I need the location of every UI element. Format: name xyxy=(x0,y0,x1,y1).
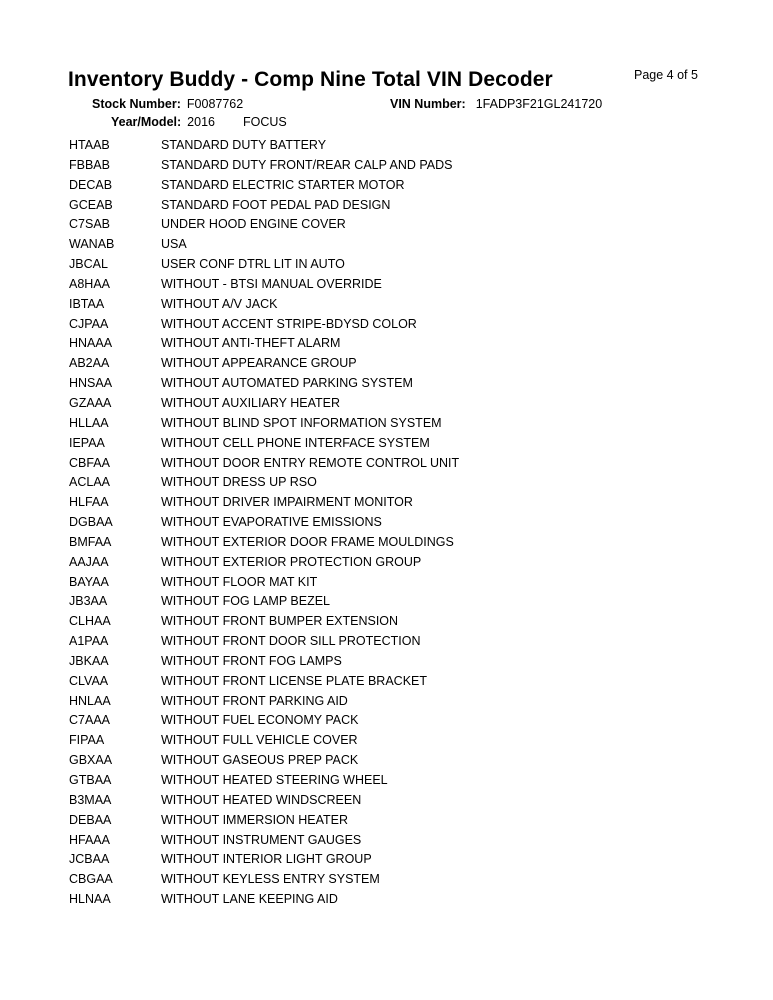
option-description: WITHOUT DOOR ENTRY REMOTE CONTROL UNIT xyxy=(161,455,460,470)
option-description: USA xyxy=(161,237,187,252)
option-code: HTAAB xyxy=(69,138,110,152)
option-code: HNAAA xyxy=(69,336,113,351)
option-code: CJPAA xyxy=(69,316,109,331)
option-description: WITHOUT GASEOUS PREP PACK xyxy=(161,753,359,768)
option-description: STANDARD ELECTRIC STARTER MOTOR xyxy=(161,177,405,192)
option-description: WITHOUT AUTOMATED PARKING SYSTEM xyxy=(161,376,413,391)
option-description: USER CONF DTRL LIT IN AUTO xyxy=(161,257,345,272)
option-code: HLNAA xyxy=(69,892,111,907)
option-description: WITHOUT CELL PHONE INTERFACE SYSTEM xyxy=(161,435,430,450)
option-description: UNDER HOOD ENGINE COVER xyxy=(161,217,346,232)
option-code: C7SAB xyxy=(69,217,110,232)
option-description: WITHOUT AUXILIARY HEATER xyxy=(161,395,340,410)
option-code: FBBAB xyxy=(69,157,110,172)
stock-number-value: F0087762 xyxy=(186,97,244,111)
option-code: HNSAA xyxy=(69,376,113,391)
option-code: JBKAA xyxy=(69,653,109,668)
option-description: WITHOUT - BTSI MANUAL OVERRIDE xyxy=(161,276,382,291)
option-code: CBGAA xyxy=(69,872,113,887)
option-description: STANDARD DUTY BATTERY xyxy=(161,138,327,152)
option-description: WITHOUT HEATED STEERING WHEEL xyxy=(161,773,388,787)
year-model-label: Year/Model: xyxy=(111,115,182,129)
stock-number xyxy=(92,97,243,111)
option-code: FIPAA xyxy=(69,733,105,748)
option-code: A8HAA xyxy=(69,276,110,291)
option-code: ACLAA xyxy=(69,475,110,490)
option-code: JCBAA xyxy=(69,852,110,867)
option-description: WITHOUT EXTERIOR PROTECTION GROUP xyxy=(161,554,422,569)
option-description: WITHOUT APPEARANCE GROUP xyxy=(161,356,357,371)
option-code: BMFAA xyxy=(69,534,112,549)
option-description: WITHOUT DRIVER IMPAIRMENT MONITOR xyxy=(161,495,413,510)
option-description: WITHOUT FRONT BUMPER EXTENSION xyxy=(161,614,399,629)
option-code: WANAB xyxy=(69,237,115,252)
option-code: DGBAA xyxy=(69,515,113,530)
option-code: GBXAA xyxy=(69,753,113,768)
vin-number-value: 1FADP3F21GL241720 xyxy=(475,97,603,111)
option-code: BAYAA xyxy=(69,574,109,589)
option-code: C7AAA xyxy=(69,713,110,728)
year-model xyxy=(111,115,287,129)
option-description: WITHOUT FRONT LICENSE PLATE BRACKET xyxy=(161,673,428,688)
option-description: WITHOUT IMMERSION HEATER xyxy=(161,812,349,827)
page-number: Page 4 of 5 xyxy=(634,68,698,82)
option-description: WITHOUT FOG LAMP BEZEL xyxy=(161,594,331,609)
option-code: GTBAA xyxy=(69,773,112,787)
option-description: WITHOUT LANE KEEPING AID xyxy=(161,892,338,907)
option-description: WITHOUT EXTERIOR DOOR FRAME MOULDINGS xyxy=(161,534,454,549)
option-code: JB3AA xyxy=(69,594,108,609)
option-code: CBFAA xyxy=(69,455,110,470)
option-code: IBTAA xyxy=(69,296,105,311)
option-description: WITHOUT KEYLESS ENTRY SYSTEM xyxy=(161,872,380,887)
year-value: 2016 xyxy=(187,115,215,129)
option-description: WITHOUT BLIND SPOT INFORMATION SYSTEM xyxy=(161,415,442,430)
option-description: WITHOUT INSTRUMENT GAUGES xyxy=(161,832,362,847)
option-description: WITHOUT DRESS UP RSO xyxy=(161,475,317,490)
page-title: Inventory Buddy - Comp Nine Total VIN Decoder xyxy=(68,68,553,91)
option-description: WITHOUT INTERIOR LIGHT GROUP xyxy=(161,852,372,867)
option-code: AAJAA xyxy=(69,554,109,569)
option-description: WITHOUT FRONT DOOR SILL PROTECTION xyxy=(161,634,421,649)
option-description: WITHOUT ACCENT STRIPE-BDYSD COLOR xyxy=(161,316,417,331)
vin-number-label: VIN Number: xyxy=(390,97,466,111)
option-description: WITHOUT FRONT FOG LAMPS xyxy=(161,653,342,668)
option-code: HNLAA xyxy=(69,693,111,708)
option-description: WITHOUT EVAPORATIVE EMISSIONS xyxy=(161,515,382,530)
option-description: WITHOUT FUEL ECONOMY PACK xyxy=(161,713,359,728)
option-code: CLVAA xyxy=(69,673,109,688)
option-code: A1PAA xyxy=(69,634,109,649)
option-description: WITHOUT FRONT PARKING AID xyxy=(161,693,348,708)
option-code: JBCAL xyxy=(69,257,108,272)
option-code: GZAAA xyxy=(69,395,112,410)
option-description: WITHOUT A/V JACK xyxy=(161,296,278,311)
option-code: AB2AA xyxy=(69,356,110,371)
option-description: STANDARD FOOT PEDAL PAD DESIGN xyxy=(161,197,391,212)
stock-number-label: Stock Number: xyxy=(92,97,181,111)
option-description: WITHOUT ANTI-THEFT ALARM xyxy=(161,336,341,351)
option-description: WITHOUT FLOOR MAT KIT xyxy=(161,574,318,589)
option-description: WITHOUT HEATED WINDSCREEN xyxy=(161,792,362,807)
option-code: DECAB xyxy=(69,177,113,192)
option-code: HFAAA xyxy=(69,832,110,847)
option-code: IEPAA xyxy=(69,435,105,450)
option-code: B3MAA xyxy=(69,792,112,807)
vin-number xyxy=(390,97,602,111)
option-code: HLLAA xyxy=(69,415,109,430)
option-code: CLHAA xyxy=(69,614,111,629)
option-description: STANDARD DUTY FRONT/REAR CALP AND PADS xyxy=(161,157,453,172)
option-code: HLFAA xyxy=(69,495,109,510)
option-description: WITHOUT FULL VEHICLE COVER xyxy=(161,733,358,748)
option-code: DEBAA xyxy=(69,812,112,827)
model-value: FOCUS xyxy=(242,115,287,129)
option-code: GCEAB xyxy=(69,197,113,212)
